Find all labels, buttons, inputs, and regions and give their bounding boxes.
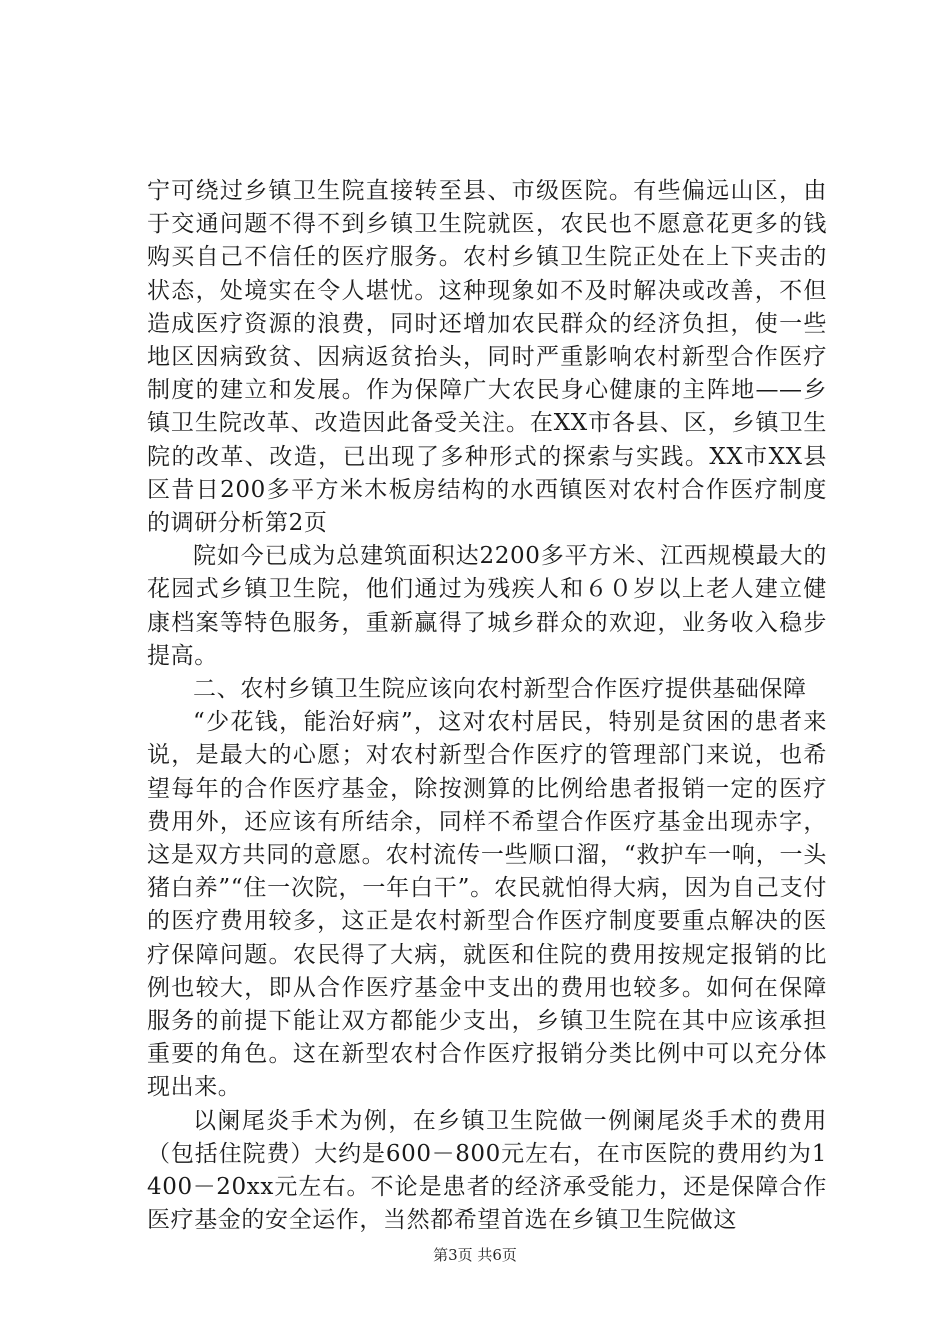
paragraph-hospital-renovation: 院如今已成为总建筑面积达2200多平方米、江西规模最大的花园式乡镇卫生院，他们通过为残疾人和６０岁以上老人建立健康档案等特色服务，重新赢得了城乡群众的欢迎，业务收入稳步提高。 <box>147 543 827 669</box>
paragraph-farmers-wish: “少花钱，能治好病”，这对农村居民，特别是贫困的患者来说，是最大的心愿；对农村新型合作医疗的管理部门来说，也希望每年的合作医疗基金，除按测算的比例给患者报销一定的医疗费用外，还应该有所结余，同样不希望合作医疗基金出现赤字，这是双方共同的意愿。农村流传一些顺口溜，“救护车一响，一头猪白养”“住一次院，一年白干”。农民就怕得大病，因为自己支付的医疗费用较多，这正是农村新型合作医疗制度要重点解决的医疗保障问题。农民得了大病，就医和住院的费用按规定报销的比例也较大，即从合作医疗基金中支出的费用也较多。如何在保障服务的前提下能让双方都能少支出，乡镇卫生院在其中应该承担重要的角色。这在新型农村合作医疗报销分类比例中可以充分体现出来。 <box>147 709 827 1101</box>
page-footer: 第3页 共6页 <box>433 1246 517 1264</box>
paragraph-continuation: 宁可绕过乡镇卫生院直接转至县、市级医院。有些偏远山区，由于交通问题不得不到乡镇卫生院就医，农民也不愿意花更多的钱购买自己不信任的医疗服务。农村乡镇卫生院正处在上下夹击的状态，处境实在令人堪忧。这种现象如不及时解决或改善，不但造成医疗资源的浪费，同时还增加农民群众的经济负担，使一些地区因病致贫、因病返贫抬头，同时严重影响农村新型合作医疗制度的建立和发展。作为保障广大农民身心健康的主阵地——乡镇卫生院改革、改造因此备受关注。在XX市各县、区，乡镇卫生院的改革、改造，已出现了多种形式的探索与实践。XX市XX县区昔日200多平方米木板房结构的水西镇医对农村合作医疗制度的调研分析第2页 <box>147 178 827 537</box>
document-body <box>147 175 827 1238</box>
paragraph-appendicitis-example: 以阑尾炎手术为例，在乡镇卫生院做一例阑尾炎手术的费用（包括住院费）大约是600－800元左右，在市医院的费用约为1400－20xx元左右。不论是患者的经济承受能力，还是保障合作医疗基金的安全运作，当然都希望首选在乡镇卫生院做这 <box>147 1107 827 1234</box>
section-heading: 二、农村乡镇卫生院应该向农村新型合作医疗提供基础保障 <box>193 676 807 703</box>
